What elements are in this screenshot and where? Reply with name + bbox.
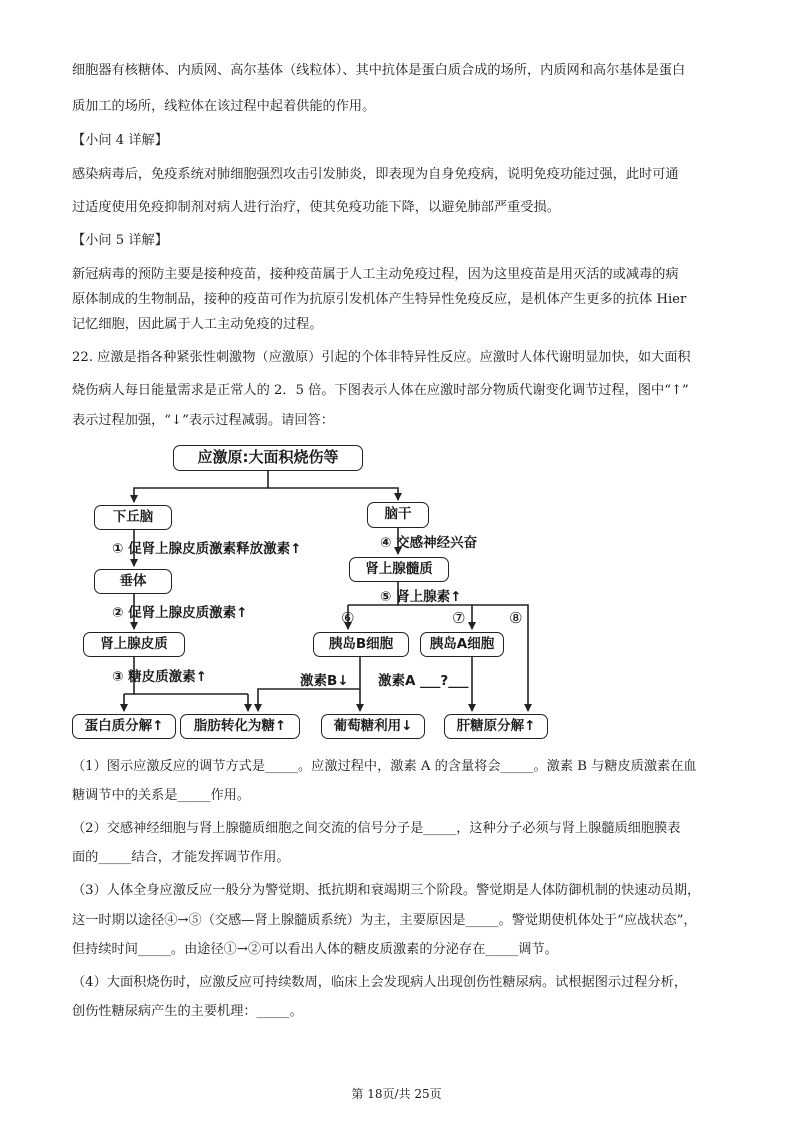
question-text: 表示过程加强，“↓”表示过程减弱。请回答： <box>72 413 334 428</box>
glucose-use-box: 葡萄糖利用↓ <box>321 714 425 739</box>
question-text: （2）交感神经细胞与肾上腺髓质细胞之间交流的信号分子是_____，这种分子必须与肾上腺髓质细胞膜表 <box>72 821 681 836</box>
question-text: （3）人体全身应激反应一般分为警觉期、抵抗期和衰竭期三个阶段。警觉期是人体防御机制的快速动员期， <box>72 883 701 898</box>
question-text: 这一时期以途径④→⑤（交感—肾上腺髓质系统）为主，主要原因是_____。警觉期使机体处于“应战状态”， <box>72 913 697 928</box>
protein-breakdown-box: 蛋白质分解↑ <box>72 714 176 739</box>
question-text: 22. 应激是指各种紧张性刺激物（应激原）引起的个体非特异性反应。应激时人体代谢明显加快，如大面积 <box>72 350 691 365</box>
path7-marker: ⑦ <box>452 609 466 627</box>
step2-label: ② 促肾上腺皮质激素↑ <box>112 605 248 621</box>
hormone-b-label: 激素B↓ <box>300 673 349 689</box>
text-line: 记忆细胞，因此属于人工主动免疫的过程。 <box>72 317 323 332</box>
section-heading: 【小问 4 详解】 <box>72 133 168 148</box>
text-line: 过适度使用免疫抑制剂对病人进行治疗，使其免疫功能下降，以避免肺部严重受损。 <box>72 200 560 215</box>
question-text: 但持续时间_____。由途径①→②可以看出人体的糖皮质激素的分泌存在_____调节。 <box>72 942 558 957</box>
step3-label: ③ 糖皮质激素↑ <box>112 669 207 685</box>
islet-beta-cell-box: 胰岛B细胞 <box>313 632 409 657</box>
text-line: 原体制成的生物制品，接种的疫苗可作为抗原引发机体产生特异性免疫反应，是机体产生更多的抗体 Hier <box>72 292 687 307</box>
hypothalamus-box: 下丘脑 <box>94 505 172 530</box>
stressor-box: 应激原:大面积烧伤等 <box>173 445 363 471</box>
brainstem-box: 脑干 <box>367 502 429 528</box>
text-line: 新冠病毒的预防主要是接种疫苗，接种疫苗属于人工主动免疫过程，因为这里疫苗是用灭活的或减毒的病 <box>72 267 679 282</box>
step1-label: ① 促肾上腺皮质激素释放激素↑ <box>112 541 302 557</box>
path8-marker: ⑧ <box>509 609 523 627</box>
question-text: 面的_____结合，才能发挥调节作用。 <box>72 850 290 865</box>
step5-label: ⑤ 肾上腺素↑ <box>380 589 462 605</box>
text-line: 质加工的场所，线粒体在该过程中起着供能的作用。 <box>72 99 376 114</box>
islet-alpha-cell-box: 胰岛A细胞 <box>420 632 504 657</box>
question-text: 创伤性糖尿病产生的主要机理：_____。 <box>72 1004 303 1019</box>
question-text: 烧伤病人每日能量需求是正常人的 2．5 倍。下图表示人体在应激时部分物质代谢变化调节过程，图中“↑” <box>72 383 689 398</box>
question-text: （1）图示应激反应的调节方式是_____。应激过程中，激素 A 的含量将会_____。激素 B 与糖皮质激素在血 <box>72 759 697 774</box>
hormone-a-label: 激素A ___?___ <box>378 673 469 689</box>
pituitary-box: 垂体 <box>94 569 172 594</box>
section-heading: 【小问 5 详解】 <box>72 233 168 248</box>
question-text: （4）大面积烧伤时，应激反应可持续数周，临床上会发现病人出现创伤性糖尿病。试根据图示过程分析， <box>72 975 688 990</box>
step4-label: ④ 交感神经兴奋 <box>380 535 478 551</box>
page-number: 第 18页/共 25页 <box>351 1087 442 1101</box>
adrenal-medulla-box: 肾上腺髓质 <box>349 557 449 582</box>
fat-to-sugar-box: 脂肪转化为糖↑ <box>180 714 300 739</box>
text-line: 感染病毒后，免疫系统对肺细胞强烈攻击引发肺炎，即表现为自身免疫病，说明免疫功能过强，此时可通 <box>72 167 679 182</box>
text-line: 细胞器有核糖体、内质网、高尔基体（线粒体）、其中抗体是蛋白质合成的场所，内质网和高尔基体是蛋白 <box>72 63 686 78</box>
glycogenolysis-box: 肝糖原分解↑ <box>444 714 548 739</box>
adrenal-cortex-box: 肾上腺皮质 <box>83 632 185 657</box>
question-text: 糖调节中的关系是_____作用。 <box>72 788 251 803</box>
path6-marker: ⑥ <box>341 609 355 627</box>
